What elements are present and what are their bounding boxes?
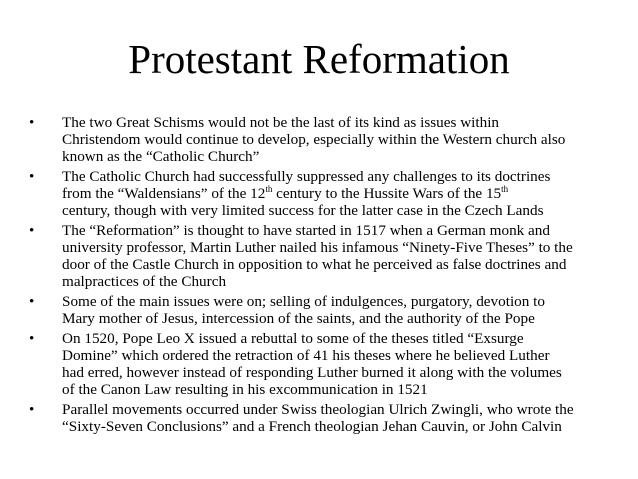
bullet-line-part: from the “Waldensians” of the 12: [62, 185, 266, 202]
bullet-marker: •: [29, 168, 35, 185]
bullet-line: door of the Castle Church in opposition to what he perceived as false doctrines and: [62, 256, 567, 273]
bullet-item: [29, 330, 625, 398]
bullet-line: Parallel movements occurred under Swiss theologian Ulrich Zwingli, who wrote the: [62, 401, 574, 418]
bullet-text: [62, 401, 625, 435]
bullet-line: Domine” which ordered the retraction of 41 his theses where he believed Luther: [62, 347, 550, 364]
bullet-item: [29, 168, 625, 219]
superscript: th: [265, 183, 273, 194]
bullet-line-part: century to the Hussite Wars of the 15: [272, 185, 502, 202]
bullet-line: university professor, Martin Luther nailed his infamous “Ninety-Five Theses” to the: [62, 239, 573, 256]
bullet-marker: •: [29, 114, 35, 131]
bullet-marker: •: [29, 401, 35, 418]
bullet-line: malpractices of the Church: [62, 273, 227, 290]
bullet-line: The Catholic Church had successfully suppressed any challenges to its doctrines: [62, 168, 551, 185]
bullet-line: Some of the main issues were on; selling of indulgences, purgatory, devotion to: [62, 293, 545, 310]
bullet-line: had erred, however instead of responding Luther burned it along with the volumes: [62, 364, 562, 381]
bullet-text: [62, 168, 625, 219]
slide-title: Protestant Reformation: [128, 36, 510, 82]
bullet-line: The two Great Schisms would not be the last of its kind as issues within: [62, 114, 500, 131]
bullet-line: “Sixty-Seven Conclusions” and a French theologian Jehan Cauvin, or John Calvin: [62, 418, 562, 435]
bullet-text: [62, 114, 625, 165]
bullet-text: [62, 222, 625, 290]
bullet-line: of the Canon Law resulting in his excommunication in 1521: [62, 381, 428, 398]
bullet-line: The “Reformation” is thought to have started in 1517 when a German monk and: [62, 222, 550, 239]
bullet-text: [62, 330, 625, 398]
bullet-item: [29, 401, 625, 435]
bullet-line: Mary mother of Jesus, intercession of the saints, and the authority of the Pope: [62, 310, 535, 327]
bullet-line: On 1520, Pope Leo X issued a rebuttal to some of the theses titled “Exsurge: [62, 330, 524, 347]
bullet-line: known as the “Catholic Church”: [62, 148, 260, 165]
superscript: th: [501, 183, 509, 194]
bullet-marker: •: [29, 293, 35, 310]
bullet-item: [29, 114, 625, 165]
bullet-line: [62, 185, 625, 202]
bullet-line: century, though with very limited success for the latter case in the Czech Lands: [62, 202, 544, 219]
bullet-text: [62, 293, 625, 327]
bullet-marker: •: [29, 222, 35, 239]
bullet-line: Christendom would continue to develop, especially within the Western church also: [62, 131, 566, 148]
bullet-list: [29, 114, 625, 438]
bullet-item: [29, 222, 625, 290]
bullet-marker: •: [29, 330, 35, 347]
bullet-item: [29, 293, 625, 327]
